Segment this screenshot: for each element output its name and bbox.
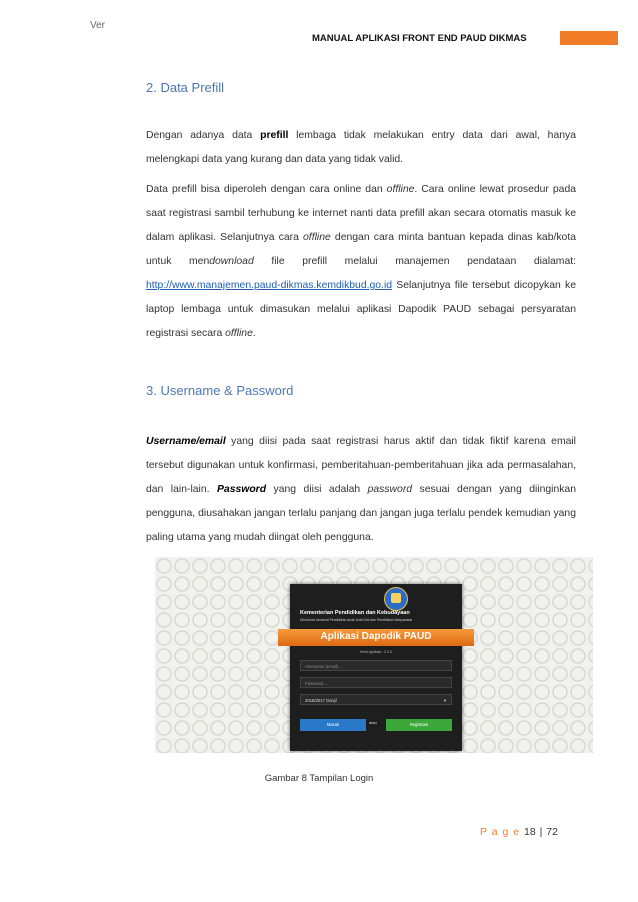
semester-select[interactable]: 2016/2017 Ganjil ▼ [300, 694, 452, 705]
username-input[interactable]: Username (email) ... [300, 660, 452, 671]
login-card [290, 584, 462, 751]
app-title: Aplikasi Dapodik PAUD [320, 631, 432, 642]
section-title-username-password: 3. Username & Password [146, 383, 294, 398]
masuk-button[interactable]: Masuk [300, 719, 366, 731]
password-term: Password [216, 484, 267, 495]
header-title: MANUAL APLIKASI FRONT END PAUD DIKMAS [312, 33, 527, 44]
tut-wuri-handayani-logo-icon [384, 587, 408, 611]
paragraph-prefill-method: Data prefill bisa diperoleh dengan cara online dan offline. Cara online lewat prosedur pada saat registrasi sambil terhubung ke internet nanti data prefill akan secara otomatis masuk ke dalam aplikasi. Selanjutnya cara offline dengan cara minta bantuan kepada dinas kab/kota untuk mendownload file prefill melalui manajemen pendataan dialamat: http://www.manajemen.paud-dikmas.kemdikbud.go.id Selanjutnya file tersebut dicopykan ke laptop lembaga untuk dimasukan melalui aplikasi Dapodik PAUD sebagai persyaratan registrasi secara offline. [146, 184, 576, 339]
password-input[interactable]: Password ... [300, 677, 452, 688]
username-term: Username/email [146, 436, 226, 447]
app-title-banner [278, 629, 474, 646]
ministry-name: Kementerian Pendidikan dan Kebudayaan [300, 610, 410, 616]
header-accent-bar [560, 31, 618, 45]
directorate-name: Direktorat Jenderal Pendidikan Anak Usia Dini dan Pendidikan Masyarakat [300, 618, 413, 622]
page-number: P a g e 18 | 72 [480, 826, 558, 838]
paragraph-prefill-intro: Dengan adanya data prefill lembaga tidak melakukan entry data dari awal, hanya melengkapi data yang kurang dan data yang tidak valid. [146, 130, 576, 165]
prefill-term: prefill [260, 130, 289, 141]
section-title-data-prefill: 2. Data Prefill [146, 80, 225, 95]
chevron-down-icon: ▼ [443, 698, 447, 703]
login-screenshot [155, 557, 593, 753]
app-version: Versi Aplikasi : 2.2.0 [359, 650, 393, 654]
header-ver: Ver [90, 20, 106, 31]
registrasi-button[interactable]: Registrasi [386, 719, 452, 731]
paragraph-username-password: Username/email yang diisi pada saat registrasi harus aktif dan tidak fiktif karena email tersebut digunakan untuk konfirmasi, pemberitahuan-pemberitahuan jika ada permasalahan, dan lain-lain. Password yang diisi adalah password sesuai dengan yang diinginkan pengguna, diusahakan jangan terlalu panjang dan jangan juga terlalu pendek kemudian yang paling utama yang mudah diingat oleh pengguna. [146, 436, 576, 543]
manajemen-link[interactable]: http://www.manajemen.paud-dikmas.kemdikbud.go.id [146, 280, 393, 291]
figure-caption: Gambar 8 Tampilan Login [264, 773, 374, 784]
atau-label: atau [369, 720, 377, 725]
